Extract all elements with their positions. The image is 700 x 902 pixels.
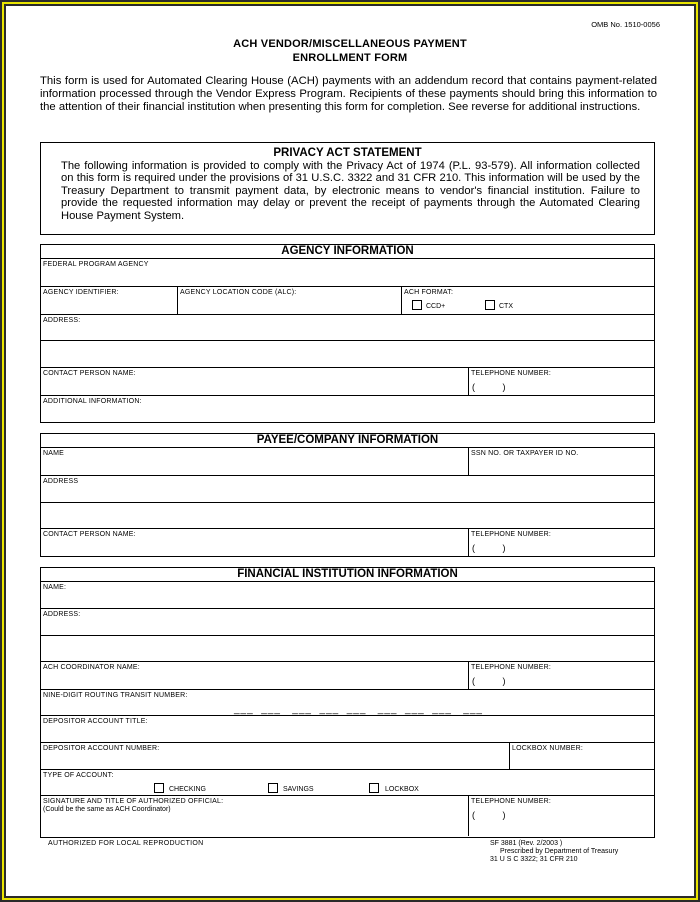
- ach-format-field: [401, 287, 654, 314]
- form-number: SF 3881 (Rev. 2/2003 ): [490, 840, 563, 847]
- ccd-checkbox[interactable]: [412, 300, 422, 310]
- savings-checkbox[interactable]: [268, 783, 278, 793]
- agency-contact-field[interactable]: [41, 368, 468, 395]
- privacy-act-section: [40, 142, 655, 235]
- signature-note: (Could be the same as ACH Coordinator): [43, 806, 171, 813]
- routing-number-blanks: ___ ___ ___ ___ ___ ___ ___ ___ ___: [234, 704, 483, 715]
- signature-label: SIGNATURE AND TITLE OF AUTHORIZED OFFICIAL:: [43, 798, 224, 805]
- legal-citation: 31 U S C 3322; 31 CFR 210: [490, 856, 578, 863]
- payee-contact-field[interactable]: [41, 529, 468, 557]
- omb-number: OMB No. 1510-0056: [591, 20, 660, 29]
- agency-address-field[interactable]: [41, 315, 654, 341]
- form-title-line2: ENROLLMENT FORM: [292, 52, 408, 64]
- alc-label: AGENCY LOCATION CODE (ALC):: [180, 289, 297, 296]
- agency-additional-info-field[interactable]: [41, 396, 654, 423]
- privacy-body: The following information is provided to comply with the Privacy Act of 1974 (P.L. 93-579). All information collected on this form is required under the provisions of 31 U.S.C. 3322 and 31 CFR 210. This information will be used by the Treasury Department to transmit payment data, by electronic means to vendor's financial institution. Failure to provide the requested information may delay or prevent the receipt of payments through the Automated Clearing House Payment System.: [61, 160, 640, 222]
- ctx-checkbox[interactable]: [485, 300, 495, 310]
- financial-heading: FINANCIAL INSTITUTION INFORMATION: [41, 568, 654, 582]
- payee-name-field[interactable]: [41, 448, 468, 475]
- account-number-row: [41, 743, 654, 770]
- alc-field[interactable]: [177, 287, 401, 314]
- savings-label: SAVINGS: [283, 786, 314, 793]
- account-number-label: DEPOSITOR ACCOUNT NUMBER:: [43, 745, 160, 752]
- federal-program-agency-label: FEDERAL PROGRAM AGENCY: [43, 261, 149, 268]
- payee-ssn-label: SSN NO. OR TAXPAYER ID NO.: [471, 450, 579, 457]
- fi-telephone-label: TELEPHONE NUMBER:: [471, 664, 552, 671]
- agency-identifier-label: AGENCY IDENTIFIER:: [43, 289, 119, 296]
- fi-name-label: NAME:: [43, 584, 67, 591]
- signature-telephone-label: TELEPHONE NUMBER:: [471, 798, 552, 805]
- agency-contact-row: [41, 368, 654, 396]
- signature-telephone-parens: ( ): [472, 810, 506, 820]
- payee-address-label: ADDRESS: [43, 478, 79, 485]
- routing-number-label: NINE-DIGIT ROUTING TRANSIT NUMBER:: [43, 692, 188, 699]
- agency-id-row: [41, 287, 654, 315]
- agency-identifier-field[interactable]: [41, 287, 177, 314]
- agency-contact-label: CONTACT PERSON NAME:: [43, 370, 136, 377]
- checking-label: CHECKING: [169, 786, 206, 793]
- fi-address-label: ADDRESS:: [43, 611, 81, 618]
- payee-telephone-parens: ( ): [472, 543, 506, 553]
- prescribed-by: Prescribed by Department of Treasury: [500, 848, 619, 855]
- agency-telephone-field[interactable]: [468, 368, 654, 395]
- payee-contact-row: [41, 529, 654, 557]
- fi-address-line2-field[interactable]: [41, 636, 654, 662]
- agency-address-label: ADDRESS:: [43, 317, 81, 324]
- agency-additional-info-label: ADDITIONAL INFORMATION:: [43, 398, 142, 405]
- payee-contact-label: CONTACT PERSON NAME:: [43, 531, 136, 538]
- ach-coordinator-row: [41, 662, 654, 690]
- ctx-label: CTX: [499, 303, 513, 310]
- account-title-label: DEPOSITOR ACCOUNT TITLE:: [43, 718, 148, 725]
- lockbox-number-field[interactable]: [509, 743, 654, 769]
- payee-heading: PAYEE/COMPANY INFORMATION: [41, 434, 654, 448]
- payee-ssn-field[interactable]: [468, 448, 654, 475]
- signature-field[interactable]: [41, 796, 468, 836]
- account-title-field[interactable]: [41, 716, 654, 743]
- signature-telephone-field[interactable]: [468, 796, 654, 836]
- form-title-line1: ACH VENDOR/MISCELLANEOUS PAYMENT: [233, 38, 467, 50]
- agency-address-line2-field[interactable]: [41, 341, 654, 368]
- lockbox-label: LOCKBOX: [385, 786, 419, 793]
- payee-name-row: [41, 448, 654, 476]
- ach-format-label: ACH FORMAT:: [404, 289, 454, 296]
- ccd-label: CCD+: [426, 303, 446, 310]
- agency-heading: AGENCY INFORMATION: [41, 245, 654, 259]
- intro-text: This form is used for Automated Clearing House (ACH) payments with an addendum record that contains payment-related information processed through the Vendor Express Program. Recipients of these payments should bring this information to the attention of their financial institution when presenting this form for completion. See reverse for additional instructions.: [40, 75, 657, 113]
- payee-telephone-label: TELEPHONE NUMBER:: [471, 531, 552, 538]
- agency-telephone-parens: ( ): [472, 382, 506, 392]
- form-citation: [490, 840, 618, 864]
- checking-checkbox[interactable]: [154, 783, 164, 793]
- signature-row: [41, 796, 654, 836]
- fi-telephone-parens: ( ): [472, 676, 506, 686]
- account-number-field[interactable]: [41, 743, 509, 769]
- fi-telephone-field[interactable]: [468, 662, 654, 689]
- financial-section: [40, 567, 655, 838]
- agency-telephone-label: TELEPHONE NUMBER:: [471, 370, 552, 377]
- ach-coordinator-label: ACH COORDINATOR NAME:: [43, 664, 140, 671]
- privacy-heading: PRIVACY ACT STATEMENT: [273, 147, 422, 159]
- lockbox-number-label: LOCKBOX NUMBER:: [512, 745, 584, 752]
- payee-name-label: NAME: [43, 450, 65, 457]
- agency-section: [40, 244, 655, 423]
- payee-telephone-field[interactable]: [468, 529, 654, 557]
- type-of-account-row: [41, 770, 654, 796]
- payee-address-field[interactable]: [41, 476, 654, 503]
- fi-address-field[interactable]: [41, 609, 654, 636]
- type-of-account-label: TYPE OF ACCOUNT:: [43, 772, 114, 779]
- fi-name-field[interactable]: [41, 582, 654, 609]
- ach-coordinator-field[interactable]: [41, 662, 468, 689]
- federal-program-agency-field[interactable]: [41, 259, 654, 287]
- local-reproduction-note: AUTHORIZED FOR LOCAL REPRODUCTION: [48, 840, 204, 847]
- routing-number-field[interactable]: [41, 690, 654, 716]
- lockbox-checkbox[interactable]: [369, 783, 379, 793]
- payee-section: [40, 433, 655, 557]
- payee-address-line2-field[interactable]: [41, 503, 654, 529]
